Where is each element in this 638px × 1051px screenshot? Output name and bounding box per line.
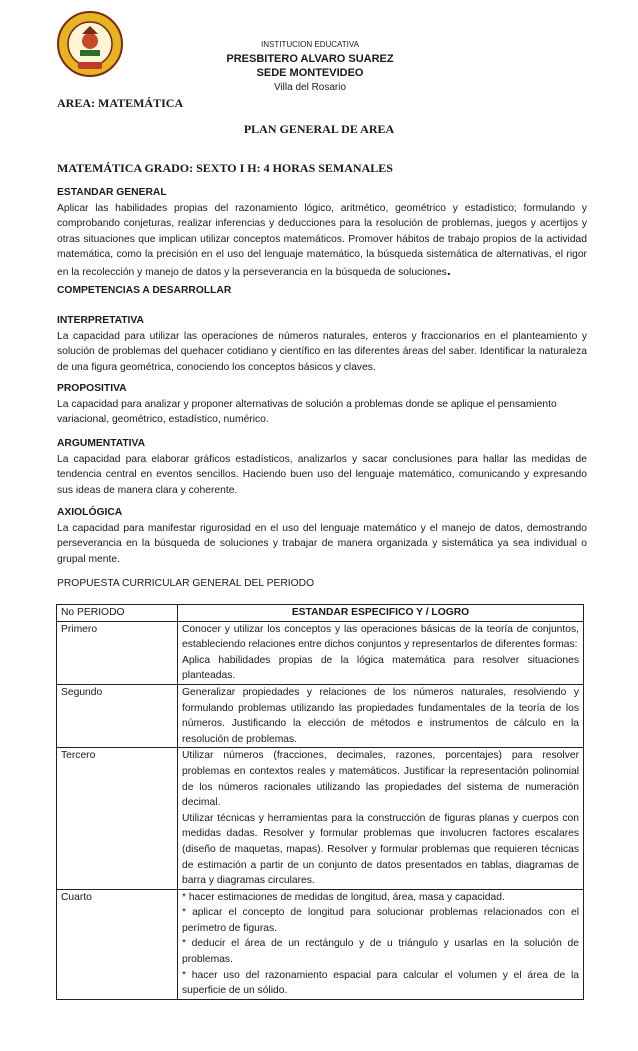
table-header-estandar: ESTANDAR ESPECIFICO Y / LOGRO: [178, 605, 584, 622]
periodo-cell: Cuarto: [57, 889, 178, 999]
interpretativa-section: [57, 313, 587, 375]
estandar-cell: [178, 621, 584, 684]
estandar-general-body: Aplicar las habilidades propias del razonamiento lógico, aritmético, geométrico y estadístico; formulando y comprobando conjeturas, realizar inferencias y deducciones para la resolución de problemas, juegos y acertijos y otras situaciones que implican utilizar conceptos matemáticos. Promover hábitos de trabajo propios de la actividad matemática, como la precisión en el uso del lenguaje matemático, la búsqueda sistemática de alternativas, el rigor en la recolección y manejo de datos y la perseverancia en la búsqueda de soluciones: [57, 202, 587, 278]
estandar-line: Generalizar propiedades y relaciones de los números naturales, resolviendo y formulando problemas utilizando las propiedades fundamentales de la teoría de los números. Justificando la elección de métodos e instrumentos de cálculo en la resolución de problemas.: [182, 686, 579, 745]
estandar-general-title: ESTANDAR GENERAL: [57, 187, 167, 198]
axiologica-title: AXIOLÓGICA: [57, 507, 123, 518]
estandar-line: Aplica habilidades propias de la lógica matemática para resolver situaciones planteadas.: [182, 654, 579, 682]
interpretativa-title: INTERPRETATIVA: [57, 315, 144, 326]
estandar-line: * aplicar el concepto de longitud para solucionar problemas relacionados con el perímetro de figuras.: [182, 907, 579, 934]
institution-place: Villa del Rosario: [273, 82, 347, 93]
estandar-line: * deducir el área de un rectángulo y de u triángulo y usarlas en la solución de problemas.: [182, 938, 579, 966]
estandar-general-end: .: [446, 261, 451, 278]
table-row: [57, 684, 584, 747]
periodo-cell: Primero: [57, 621, 178, 684]
propositiva-title: PROPOSITIVA: [57, 383, 127, 394]
institution-name-line1: PRESBITERO ALVARO SUAREZ: [226, 53, 394, 65]
axiologica-section: [57, 505, 587, 567]
table-row: [57, 621, 584, 684]
competencias-title: COMPETENCIAS A DESARROLLAR: [57, 285, 232, 296]
argumentativa-text: La capacidad para elaborar gráficos estadísticos, analizarlos y sacar conclusiones para hallar las medidas de tendencia central en eventos sencillos. Haciendo buen uso del lenguaje matemático, comunicando y expresando sus ideas de manera clara y coherente.: [57, 453, 587, 496]
estandar-cell: [178, 748, 584, 889]
estandar-line: Conocer y utilizar los conceptos y las operaciones básicas de la teoría de conjuntos, estableciendo relaciones entre dichos conjuntos y representarlos de diferentes formas:: [182, 623, 579, 651]
estandar-line: Utilizar técnicas y herramientas para la construcción de figuras planas y cuerpos con medidas dadas. Resolver y formular problemas que involucren factores escalares (diseño de maquetas, mapas). Resolver y formular problemas que requieren técnicas de estimación a partir de un conjunto de datos presentados en tablas, diagramas de barra y diagramas circulares.: [182, 812, 579, 887]
estandar-cell: [178, 889, 584, 999]
propositiva-text: La capacidad para analizar y proponer alternativas de solución a problemas donde se aplique el pensamiento variacional, geométrico, estadístico, numérico.: [57, 398, 557, 426]
table-row: [57, 748, 584, 889]
estandar-cell: [178, 684, 584, 747]
school-crest-icon: [56, 10, 124, 78]
plan-title: PLAN GENERAL DE AREA: [243, 122, 395, 136]
propositiva-section: [57, 381, 587, 428]
institution-name-line2: SEDE MONTEVIDEO: [256, 67, 364, 79]
periodo-cell: Segundo: [57, 684, 178, 747]
institution-line: INSTITUCION EDUCATIVA: [261, 40, 359, 49]
argumentativa-section: [57, 436, 587, 498]
estandar-general-text: [57, 201, 587, 281]
area-label: AREA: MATEMÁTICA: [57, 96, 184, 110]
estandar-line: Utilizar números (fracciones, decimales, razones, porcentajes) para resolver problemas en contextos reales y matemáticos. Justificar la representación polinomial de los números racionales utilizando las propiedades del sistema de numeración decimal.: [182, 750, 579, 809]
axiologica-text: La capacidad para manifestar rigurosidad en el uso del lenguaje matemático y el manejo de datos, demostrando perseverancia en la búsqueda de soluciones y trabajar de manera organizada y sistemática ya sea individual o grupal mente.: [57, 522, 587, 565]
table-header-row: [57, 605, 584, 622]
argumentativa-title: ARGUMENTATIVA: [57, 438, 146, 449]
interpretativa-text: La capacidad para utilizar las operaciones de números naturales, enteros y fraccionarios en el planteamiento y solución de problemas del quehacer cotidiano y científico en las diferentes áreas del saber. Identificar la naturaleza de una figura geométrica, conociendo los conceptos básicos y claves.: [57, 330, 587, 373]
table-row: [57, 889, 584, 999]
grado-line: MATEMÁTICA GRADO: SEXTO I H: 4 HORAS SEMANALES: [57, 161, 393, 175]
estandar-line: * hacer uso del razonamiento espacial para calcular el volumen y el área de la superficie de un sólido.: [182, 969, 579, 997]
table-header-periodo: No PERIODO: [57, 605, 178, 622]
estandar-line: * hacer estimaciones de medidas de longitud, área, masa y capacidad.: [182, 891, 505, 903]
curricular-table: [56, 604, 584, 1000]
propuesta-title: PROPUESTA CURRICULAR GENERAL DEL PERIODO: [57, 578, 315, 589]
periodo-cell: Tercero: [57, 748, 178, 889]
estandar-general-section: [57, 185, 587, 281]
